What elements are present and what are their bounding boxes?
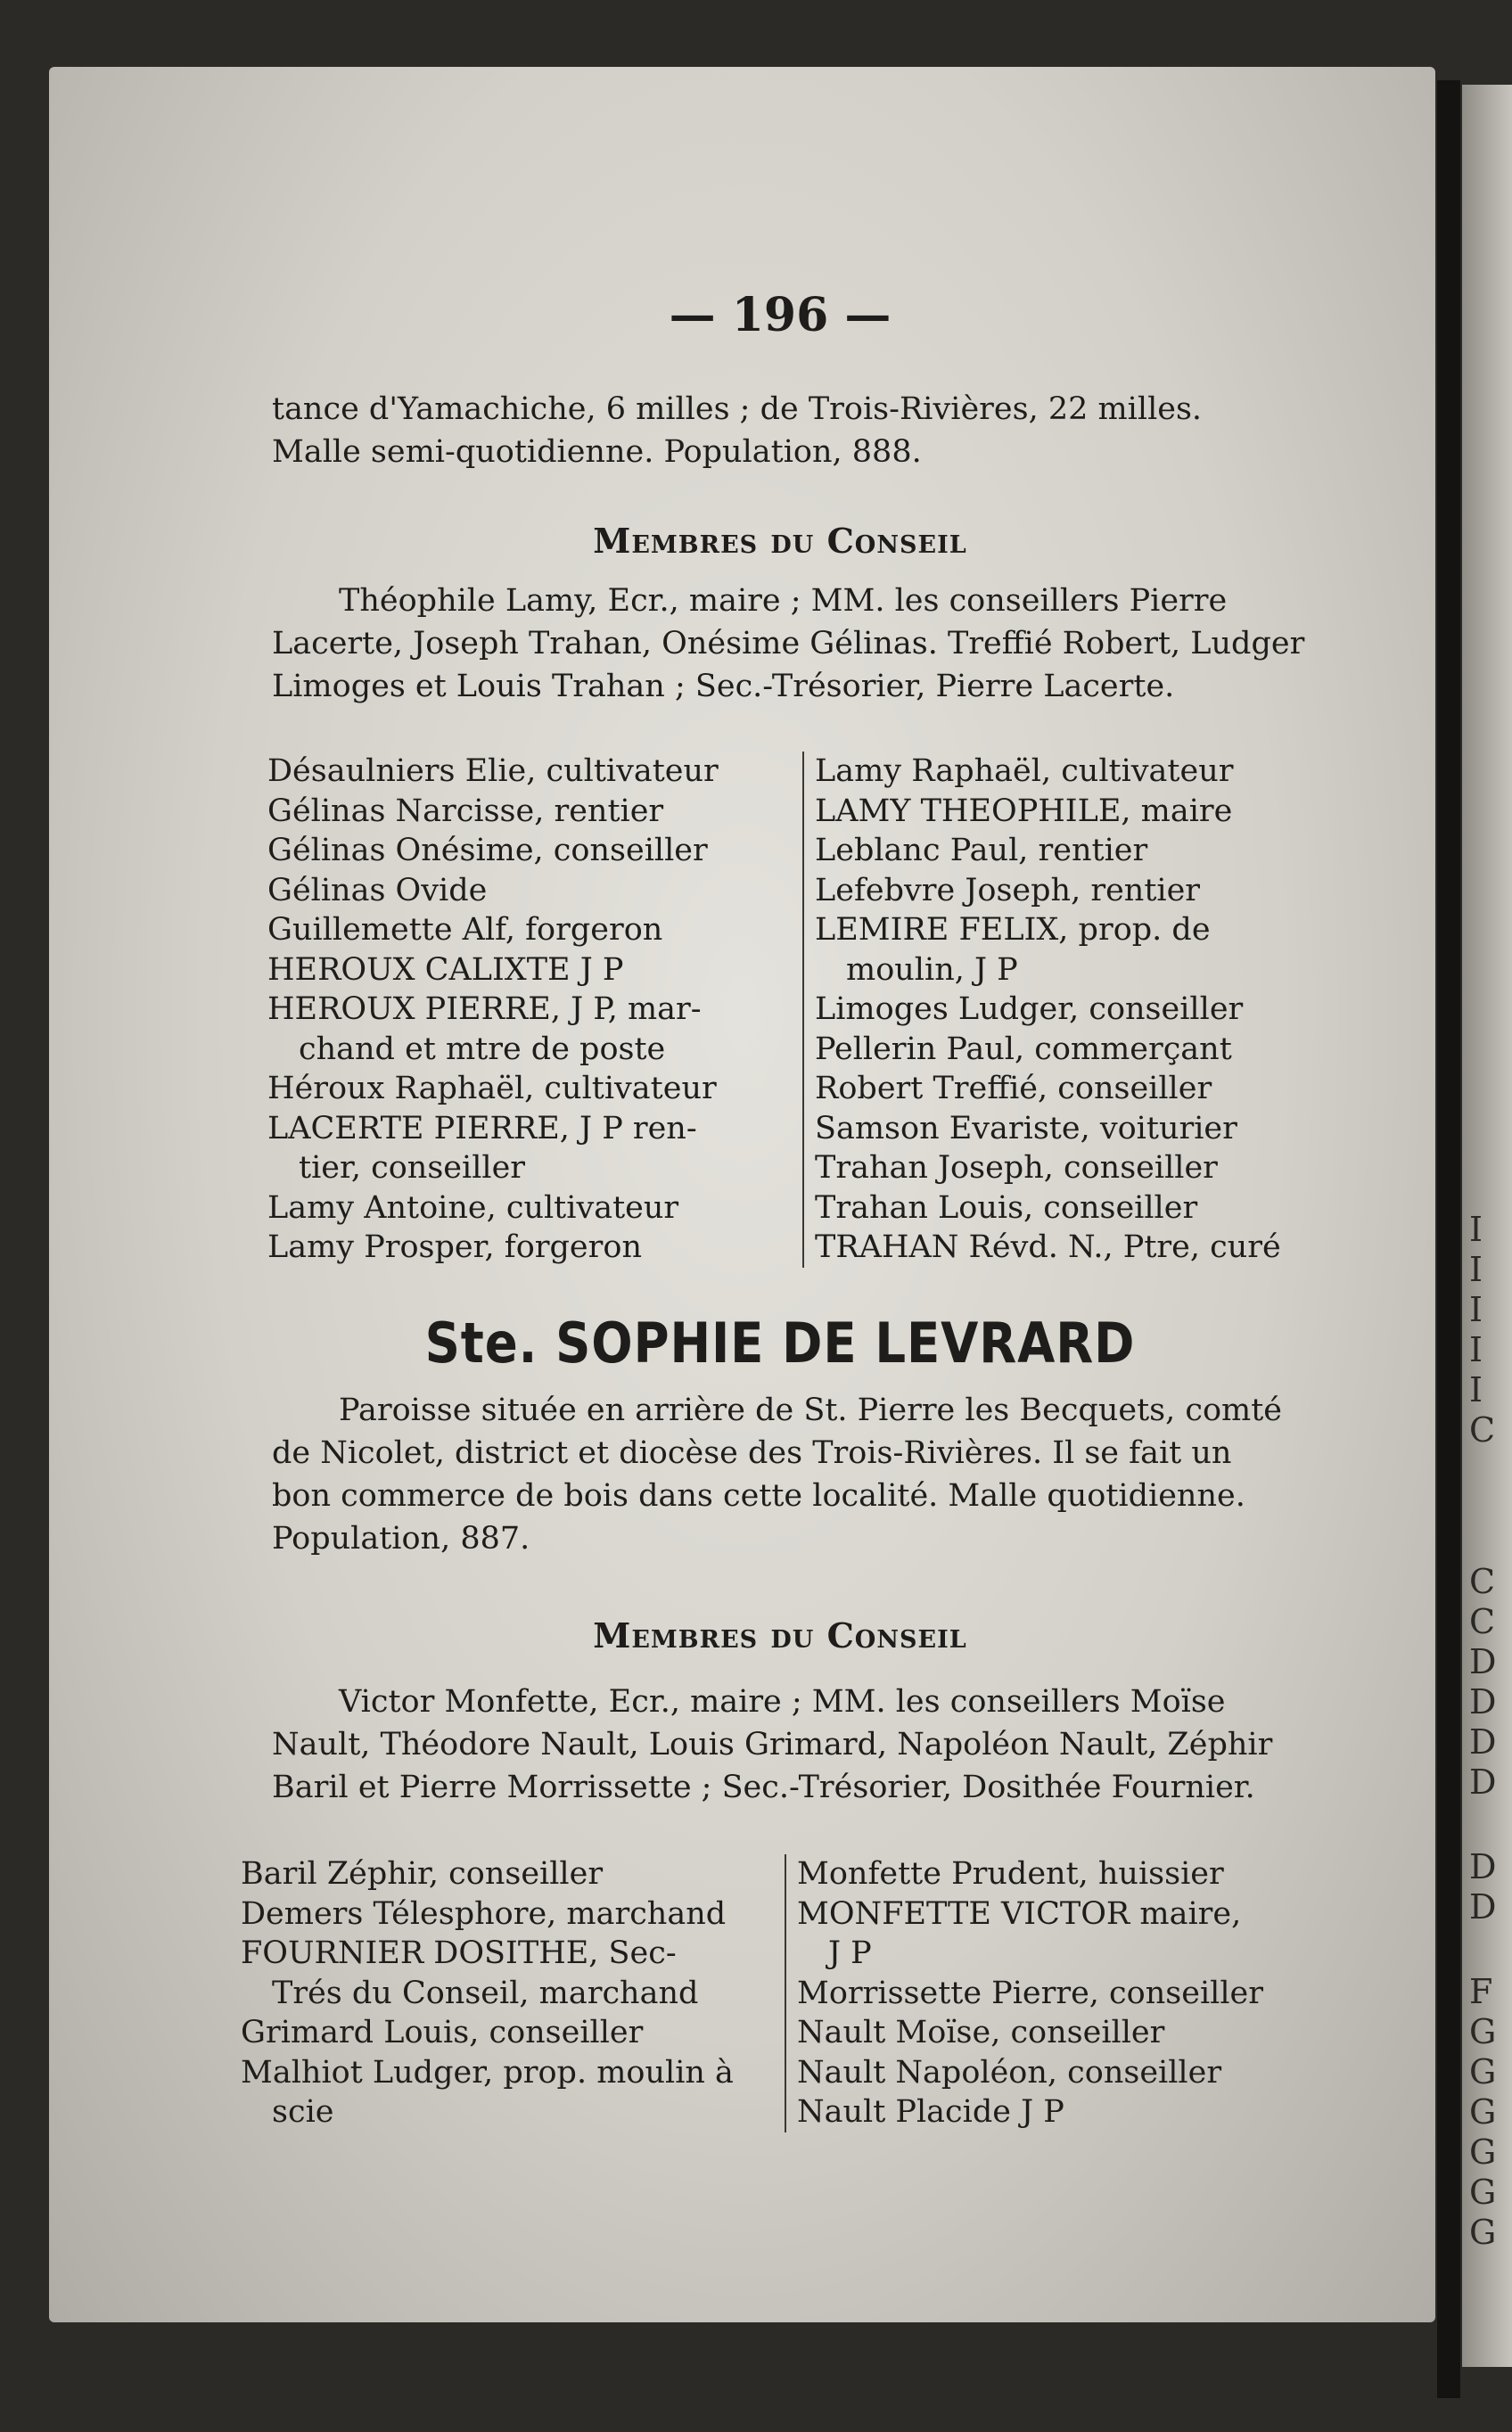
adjacent-page-edge <box>1462 85 1512 2367</box>
directory-entry: moulin, J P <box>846 951 1018 988</box>
next-page-letter: D <box>1469 1682 1497 1721</box>
directory-entry: Héroux Raphaël, cultivateur <box>267 1071 717 1106</box>
book-gutter <box>1437 80 1460 2398</box>
directory-entry: Lamy Prosper, forgeron <box>267 1229 642 1265</box>
description-line: bon commerce de bois dans cette localité. Malle quotidienne. <box>272 1478 1245 1514</box>
directory-entry: Lamy Raphaël, cultivateur <box>815 753 1234 789</box>
council-line: Nault, Théodore Nault, Louis Grimard, Napoléon Nault, Zéphir <box>272 1727 1273 1762</box>
directory-entry: MONFETTE VICTOR maire, <box>797 1895 1242 1932</box>
directory-entry: Gélinas Narcisse, rentier <box>267 793 664 829</box>
directory-entry: J P <box>828 1935 872 1971</box>
directory-entry: Guillemette Alf, forgeron <box>267 912 663 948</box>
next-page-letter: G <box>1469 2052 1497 2091</box>
council-heading: Membres du Conseil <box>593 1615 967 1656</box>
council-line: Théophile Lamy, Ecr., maire ; MM. les conseillers Pierre <box>339 583 1228 619</box>
next-page-letter: G <box>1469 2173 1497 2212</box>
directory-entry: TRAHAN Révd. N., Ptre, curé <box>815 1229 1281 1265</box>
next-page-letter: D <box>1469 1642 1497 1681</box>
directory-entry: LACERTE PIERRE, J P ren- <box>267 1110 697 1146</box>
directory-entry: LEMIRE FELIX, prop. de <box>815 912 1211 948</box>
parish-title: Ste. SOPHIE DE LEVRARD <box>424 1310 1136 1376</box>
page-number: — 196 — <box>669 288 892 342</box>
next-page-letter: D <box>1469 1887 1497 1927</box>
council-paragraph <box>272 579 1373 708</box>
directory-columns <box>241 1854 1337 2132</box>
directory-entry: scie <box>272 2094 334 2130</box>
directory-entry: Trahan Joseph, conseiller <box>815 1150 1218 1186</box>
description-line: Paroisse située en arrière de St. Pierre les Becquets, comté <box>339 1393 1282 1428</box>
next-page-letter: I <box>1469 1330 1483 1369</box>
directory-entry: Leblanc Paul, rentier <box>815 833 1148 868</box>
council-line: Baril et Pierre Morrissette ; Sec.-Trésorier, Dosithée Fournier. <box>272 1770 1255 1805</box>
intro-line: tance d'Yamachiche, 6 milles ; de Trois-Rivières, 22 milles. <box>272 391 1203 427</box>
directory-entry: Désaulniers Elie, cultivateur <box>267 753 719 789</box>
council-paragraph <box>272 1680 1373 1809</box>
directory-entry: HEROUX PIERRE, J P, mar- <box>267 991 702 1027</box>
directory-entry: Samson Evariste, voiturier <box>815 1110 1237 1146</box>
directory-left-column <box>241 1854 785 2132</box>
directory-entry: HEROUX CALIXTE J P <box>267 951 624 988</box>
next-page-letter: I <box>1469 1210 1483 1249</box>
council-line: Limoges et Louis Trahan ; Sec.-Trésorier, Pierre Lacerte. <box>272 669 1175 704</box>
directory-entry: Trahan Louis, conseiller <box>815 1189 1198 1226</box>
directory-entry: chand et mtre de poste <box>299 1031 666 1067</box>
next-page-letter: C <box>1469 1602 1496 1641</box>
directory-entry: Nault Moïse, conseiller <box>797 2015 1165 2050</box>
intro-paragraph <box>272 388 1373 473</box>
directory-entry: tier, conseiller <box>299 1150 526 1186</box>
directory-entry: Lefebvre Joseph, rentier <box>815 872 1201 908</box>
directory-entry: Baril Zéphir, conseiller <box>241 1856 604 1892</box>
directory-entry: Pellerin Paul, commerçant <box>815 1031 1232 1067</box>
council-line: Lacerte, Joseph Trahan, Onésime Gélinas. Treffié Robert, Ludger <box>272 626 1305 661</box>
directory-right-column <box>802 752 1355 1268</box>
next-page-letter: D <box>1469 1722 1497 1762</box>
council-line: Victor Monfette, Ecr., maire ; MM. les conseillers Moïse <box>339 1684 1226 1720</box>
directory-entry: Gélinas Ovide <box>267 872 488 908</box>
next-page-letter: G <box>1469 2213 1497 2252</box>
parish-description <box>272 1389 1373 1560</box>
next-page-letter: I <box>1469 1290 1483 1329</box>
next-page-letter: D <box>1469 1762 1497 1802</box>
directory-entry: Monfette Prudent, huissier <box>797 1856 1224 1892</box>
next-page-letter: D <box>1469 1847 1497 1886</box>
description-line: Population, 887. <box>272 1521 530 1557</box>
directory-entry: Lamy Antoine, cultivateur <box>267 1189 679 1226</box>
next-page-letter: G <box>1469 2132 1497 2172</box>
directory-entry: Demers Télesphore, marchand <box>241 1895 727 1932</box>
description-line: de Nicolet, district et diocèse des Trois-Rivières. Il se fait un <box>272 1435 1232 1471</box>
next-page-letter: C <box>1469 1562 1496 1601</box>
next-page-letter: C <box>1469 1410 1496 1450</box>
directory-entry: Malhiot Ludger, prop. moulin à <box>241 2054 734 2091</box>
directory-entry: Robert Treffié, conseiller <box>815 1071 1212 1106</box>
directory-entry: Nault Napoléon, conseiller <box>797 2054 1222 2091</box>
directory-entry: Grimard Louis, conseiller <box>241 2015 644 2050</box>
directory-entry: LAMY THEOPHILE, maire <box>815 793 1233 829</box>
next-page-letter: F <box>1469 1972 1493 2011</box>
directory-entry: FOURNIER DOSITHE, Sec- <box>241 1935 677 1971</box>
next-page-letter: I <box>1469 1250 1483 1289</box>
directory-entry: Trés du Conseil, marchand <box>272 1975 699 2011</box>
next-page-letter: I <box>1469 1370 1483 1409</box>
intro-line: Malle semi-quotidienne. Population, 888. <box>272 434 922 470</box>
council-heading: Membres du Conseil <box>593 521 967 561</box>
directory-left-column <box>267 752 802 1268</box>
directory-entry: Morrissette Pierre, conseiller <box>797 1975 1263 2011</box>
directory-entry: Limoges Ludger, conseiller <box>815 991 1244 1027</box>
next-page-letter: G <box>1469 2092 1497 2132</box>
directory-columns <box>267 752 1355 1268</box>
directory-entry: Nault Placide J P <box>797 2094 1064 2130</box>
directory-entry: Gélinas Onésime, conseiller <box>267 833 708 868</box>
next-page-letter: G <box>1469 2012 1497 2051</box>
directory-right-column <box>785 1854 1337 2132</box>
